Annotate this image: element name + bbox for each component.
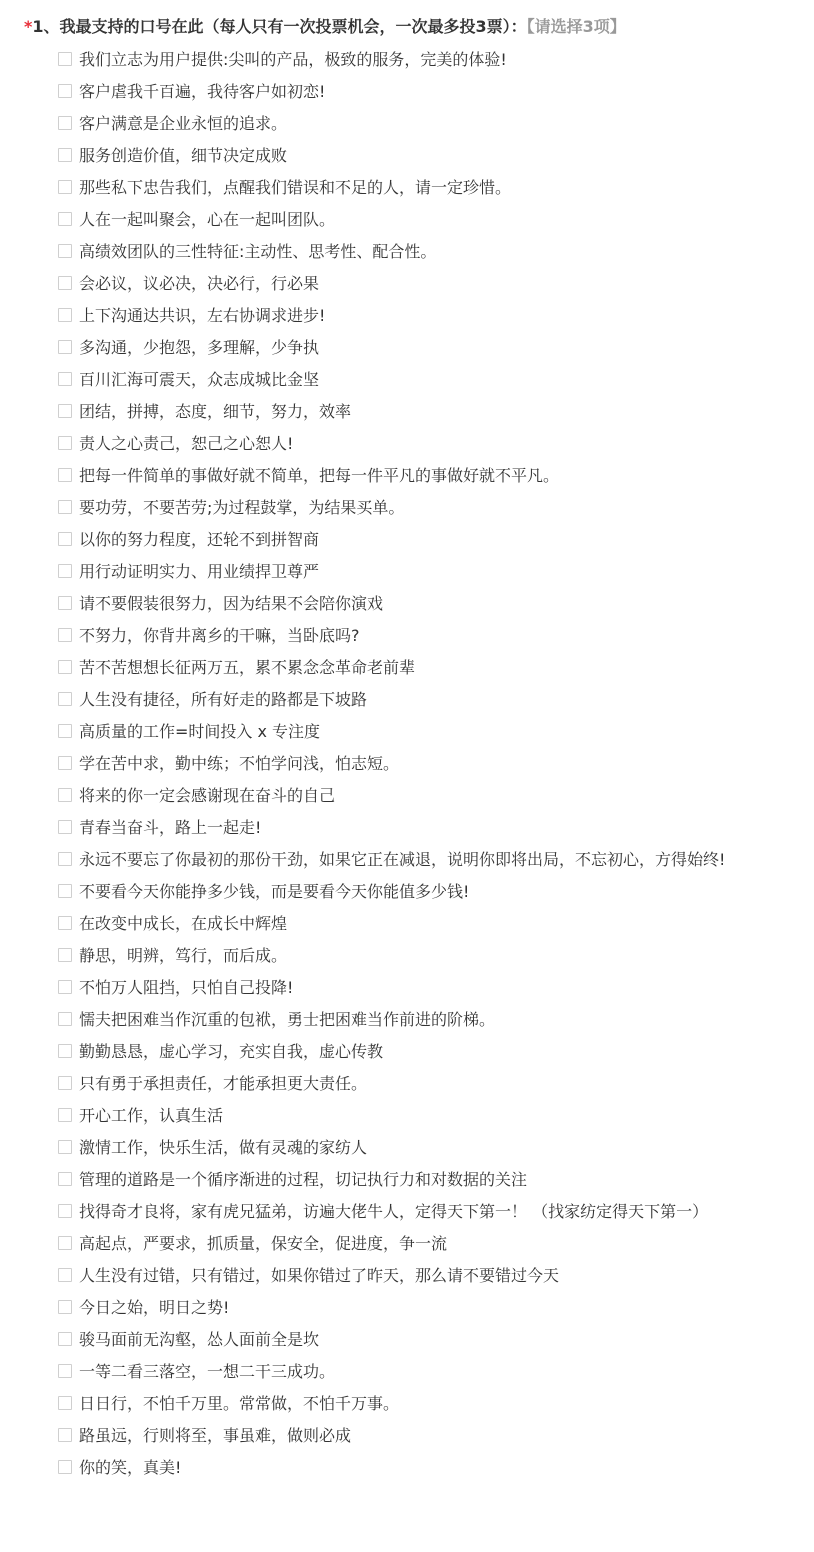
vote-option[interactable]	[0, 588, 814, 620]
vote-option[interactable]	[0, 972, 814, 1004]
vote-option[interactable]	[0, 844, 814, 876]
option-label: 责人之心责己，恕己之心恕人!	[79, 434, 294, 453]
checkbox-icon[interactable]	[58, 884, 72, 898]
vote-option[interactable]	[0, 812, 814, 844]
option-label: 客户虐我千百遍，我待客户如初恋!	[79, 82, 326, 101]
option-label: 要功劳，不要苦劳;为过程鼓掌，为结果买单。	[79, 498, 405, 517]
vote-option[interactable]	[0, 1036, 814, 1068]
option-list	[0, 44, 814, 1484]
vote-option[interactable]	[0, 556, 814, 588]
option-label: 懦夫把困难当作沉重的包袱，勇士把困难当作前进的阶梯。	[79, 1010, 496, 1029]
checkbox-icon[interactable]	[58, 660, 72, 674]
vote-option[interactable]	[0, 140, 814, 172]
vote-option[interactable]	[0, 940, 814, 972]
vote-option[interactable]	[0, 76, 814, 108]
option-label: 将来的你一定会感谢现在奋斗的自己	[79, 786, 336, 805]
checkbox-icon[interactable]	[58, 596, 72, 610]
vote-option[interactable]	[0, 108, 814, 140]
vote-option[interactable]	[0, 1420, 814, 1452]
option-label: 高质量的工作=时间投入 x 专注度	[79, 722, 321, 741]
checkbox-icon[interactable]	[58, 852, 72, 866]
vote-option[interactable]	[0, 1068, 814, 1100]
option-label: 不怕万人阻挡，只怕自己投降!	[79, 978, 294, 997]
checkbox-icon[interactable]	[58, 308, 72, 322]
selection-hint: 【请选择3项】	[526, 17, 626, 36]
option-label: 请不要假装很努力，因为结果不会陪你演戏	[79, 594, 384, 613]
checkbox-icon[interactable]	[58, 820, 72, 834]
checkbox-icon[interactable]	[58, 1332, 72, 1346]
option-label: 苦不苦想想长征两万五，累不累念念革命老前辈	[79, 658, 416, 677]
checkbox-icon[interactable]	[58, 692, 72, 706]
vote-option[interactable]	[0, 780, 814, 812]
vote-option[interactable]	[0, 364, 814, 396]
checkbox-icon[interactable]	[58, 1236, 72, 1250]
option-label: 静思，明辨，笃行，而后成。	[79, 946, 288, 965]
checkbox-icon[interactable]	[58, 116, 72, 130]
vote-option[interactable]	[0, 44, 814, 76]
checkbox-icon[interactable]	[58, 788, 72, 802]
checkbox-icon[interactable]	[58, 1172, 72, 1186]
option-label: 团结，拼搏，态度，细节，努力，效率	[79, 402, 352, 421]
checkbox-icon[interactable]	[58, 52, 72, 66]
option-label: 客户满意是企业永恒的追求。	[79, 114, 288, 133]
checkbox-icon[interactable]	[58, 212, 72, 226]
checkbox-icon[interactable]	[58, 532, 72, 546]
option-label: 找得奇才良将，家有虎兄猛弟，访遍大佬牛人，定得天下第一！ （找家纺定得天下第一）	[79, 1202, 709, 1221]
checkbox-icon[interactable]	[58, 1428, 72, 1442]
option-label: 高起点，严要求，抓质量，保安全，促进度，争一流	[79, 1234, 448, 1253]
vote-option[interactable]	[0, 236, 814, 268]
vote-option[interactable]	[0, 492, 814, 524]
option-label: 会必议，议必决，决必行，行必果	[79, 274, 320, 293]
vote-option[interactable]	[0, 876, 814, 908]
option-label: 一等二看三落空，一想二干三成功。	[79, 1362, 336, 1381]
checkbox-icon[interactable]	[58, 564, 72, 578]
vote-option[interactable]	[0, 1452, 814, 1484]
option-label: 今日之始，明日之势!	[79, 1298, 230, 1317]
vote-option[interactable]	[0, 1164, 814, 1196]
vote-option[interactable]	[0, 1356, 814, 1388]
option-label: 开心工作，认真生活	[79, 1106, 224, 1125]
vote-option[interactable]	[0, 1324, 814, 1356]
vote-option[interactable]	[0, 268, 814, 300]
vote-option[interactable]	[0, 748, 814, 780]
option-label: 服务创造价值，细节决定成败	[79, 146, 288, 165]
question-text: 1、我最支持的口号在此（每人只有一次投票机会，一次最多投3票）：	[32, 17, 527, 36]
vote-option[interactable]	[0, 428, 814, 460]
checkbox-icon[interactable]	[58, 1108, 72, 1122]
vote-option[interactable]	[0, 396, 814, 428]
vote-option[interactable]	[0, 1388, 814, 1420]
option-label: 日日行，不怕千万里。常常做，不怕千万事。	[79, 1394, 400, 1413]
checkbox-icon[interactable]	[58, 1204, 72, 1218]
checkbox-icon[interactable]	[58, 84, 72, 98]
checkbox-icon[interactable]	[58, 1364, 72, 1378]
checkbox-icon[interactable]	[58, 404, 72, 418]
option-label: 管理的道路是一个循序渐进的过程，切记执行力和对数据的关注	[79, 1170, 528, 1189]
vote-option[interactable]	[0, 620, 814, 652]
option-label: 以你的努力程度，还轮不到拼智商	[79, 530, 320, 549]
vote-option[interactable]	[0, 332, 814, 364]
checkbox-icon[interactable]	[58, 980, 72, 994]
vote-option[interactable]	[0, 1196, 814, 1228]
option-label: 在改变中成长，在成长中辉煌	[79, 914, 288, 933]
vote-option[interactable]	[0, 1228, 814, 1260]
checkbox-icon[interactable]	[58, 1140, 72, 1154]
option-label: 青春当奋斗，路上一起走!	[79, 818, 262, 837]
option-label: 人生没有过错，只有错过，如果你错过了昨天，那么请不要错过今天	[79, 1266, 560, 1285]
option-label: 用行动证明实力、用业绩捍卫尊严	[79, 562, 320, 581]
option-label: 只有勇于承担责任，才能承担更大责任。	[79, 1074, 368, 1093]
vote-option[interactable]	[0, 524, 814, 556]
option-label: 你的笑，真美!	[79, 1458, 182, 1477]
checkbox-icon[interactable]	[58, 180, 72, 194]
option-label: 不要看今天你能挣多少钱，而是要看今天你能值多少钱!	[79, 882, 470, 901]
vote-option[interactable]	[0, 684, 814, 716]
vote-option[interactable]	[0, 204, 814, 236]
checkbox-icon[interactable]	[58, 1268, 72, 1282]
vote-option[interactable]	[0, 460, 814, 492]
checkbox-icon[interactable]	[58, 724, 72, 738]
checkbox-icon[interactable]	[58, 628, 72, 642]
checkbox-icon[interactable]	[58, 1076, 72, 1090]
vote-option[interactable]	[0, 716, 814, 748]
checkbox-icon[interactable]	[58, 276, 72, 290]
vote-option[interactable]	[0, 172, 814, 204]
vote-option[interactable]	[0, 1260, 814, 1292]
checkbox-icon[interactable]	[58, 244, 72, 258]
option-label: 骏马面前无沟壑，怂人面前全是坎	[79, 1330, 320, 1349]
option-label: 不努力，你背井离乡的干嘛，当卧底吗?	[79, 626, 360, 645]
vote-option[interactable]	[0, 1100, 814, 1132]
option-label: 勤勤恳恳，虚心学习，充实自我，虚心传教	[79, 1042, 384, 1061]
vote-option[interactable]	[0, 1004, 814, 1036]
option-label: 永远不要忘了你最初的那份干劲，如果它正在减退，说明你即将出局，不忘初心，方得始终!	[79, 850, 726, 869]
question-title	[24, 16, 814, 38]
checkbox-icon[interactable]	[58, 916, 72, 930]
option-label: 人生没有捷径，所有好走的路都是下坡路	[79, 690, 368, 709]
option-label: 多沟通，少抱怨，多理解，少争执	[79, 338, 320, 357]
option-label: 学在苦中求，勤中练；不怕学问浅，怕志短。	[79, 754, 400, 773]
checkbox-icon[interactable]	[58, 500, 72, 514]
required-mark: *	[24, 17, 33, 36]
option-label: 人在一起叫聚会，心在一起叫团队。	[79, 210, 336, 229]
checkbox-icon[interactable]	[58, 756, 72, 770]
checkbox-icon[interactable]	[58, 948, 72, 962]
checkbox-icon[interactable]	[58, 1012, 72, 1026]
option-label: 那些私下忠告我们，点醒我们错误和不足的人，请一定珍惜。	[79, 178, 512, 197]
checkbox-icon[interactable]	[58, 1460, 72, 1474]
option-label: 上下沟通达共识，左右协调求进步!	[79, 306, 326, 325]
checkbox-icon[interactable]	[58, 1044, 72, 1058]
option-label: 路虽远，行则将至，事虽难，做则必成	[79, 1426, 352, 1445]
option-label: 激情工作，快乐生活，做有灵魂的家纺人	[79, 1138, 368, 1157]
vote-option[interactable]	[0, 908, 814, 940]
checkbox-icon[interactable]	[58, 1300, 72, 1314]
vote-option[interactable]	[0, 652, 814, 684]
option-label: 我们立志为用户提供:尖叫的产品，极致的服务，完美的体验!	[79, 50, 507, 69]
checkbox-icon[interactable]	[58, 148, 72, 162]
checkbox-icon[interactable]	[58, 340, 72, 354]
checkbox-icon[interactable]	[58, 1396, 72, 1410]
vote-option[interactable]	[0, 1132, 814, 1164]
checkbox-icon[interactable]	[58, 436, 72, 450]
option-label: 百川汇海可震天，众志成城比金坚	[79, 370, 320, 389]
checkbox-icon[interactable]	[58, 372, 72, 386]
option-label: 高绩效团队的三性特征:主动性、思考性、配合性。	[79, 242, 437, 261]
vote-option[interactable]	[0, 300, 814, 332]
vote-option[interactable]	[0, 1292, 814, 1324]
checkbox-icon[interactable]	[58, 468, 72, 482]
option-label: 把每一件简单的事做好就不简单，把每一件平凡的事做好就不平凡。	[79, 466, 560, 485]
